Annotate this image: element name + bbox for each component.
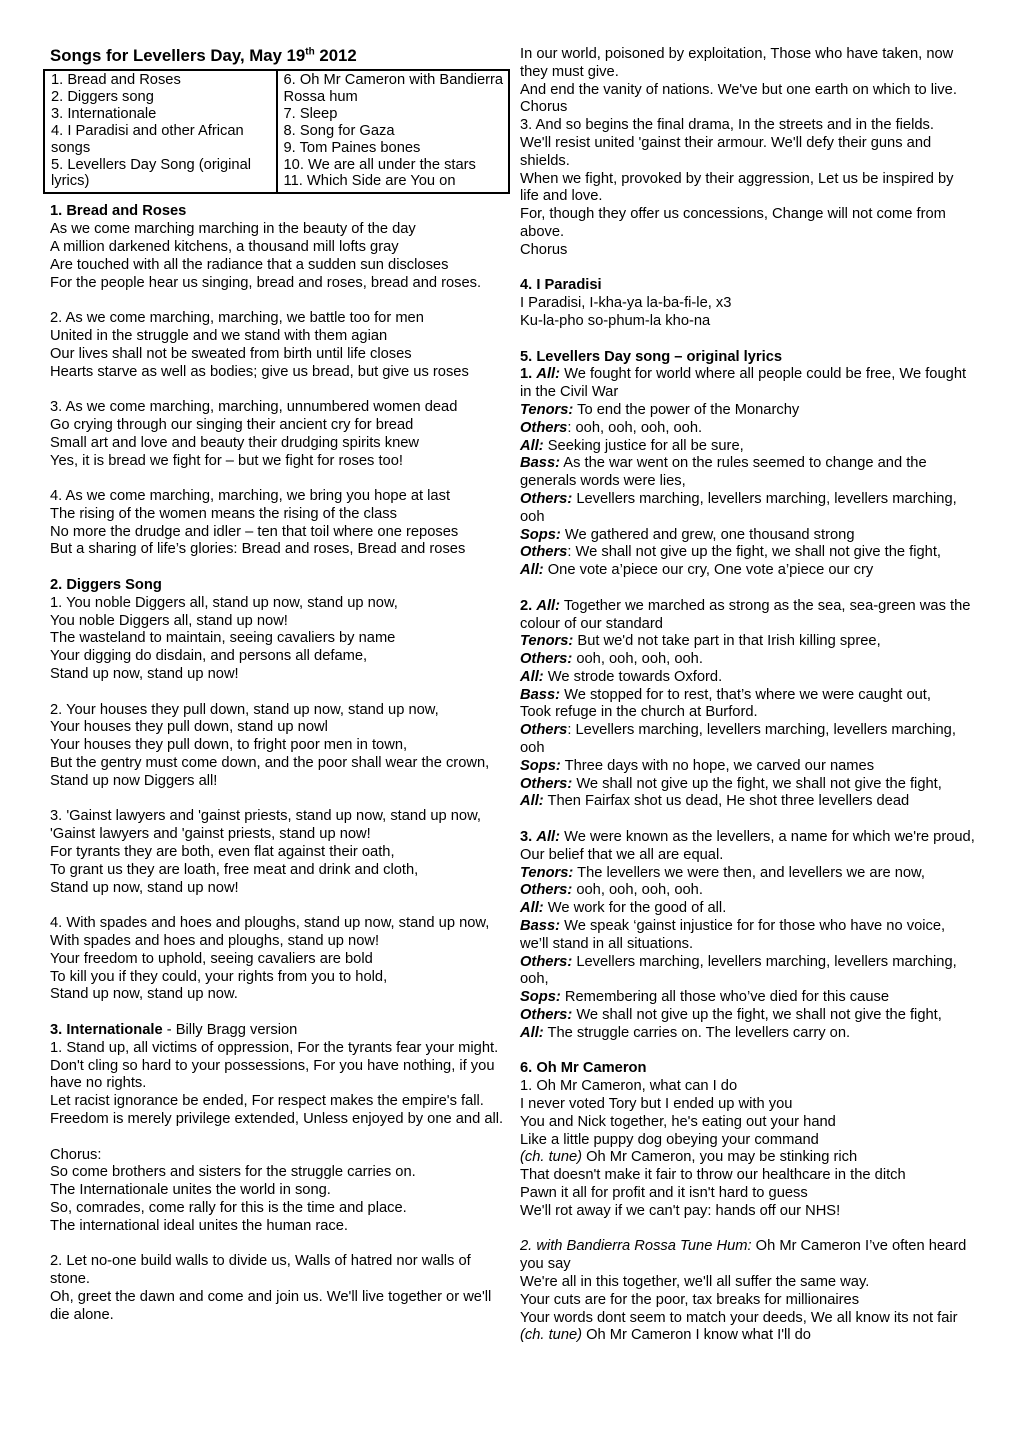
text-line: You noble Diggers all, stand up now! [50,612,288,629]
text-line: For tyrants they are both, even flat against their oath, [50,844,395,861]
blank-line [50,292,508,310]
title-ordinal-suffix: th [305,46,315,58]
song-index-item: 6. Oh Mr Cameron with Bandierra Rossa hum [283,72,504,105]
text-line: To grant us they are loath, free meat and drink and cloth, [50,861,419,878]
text-line: All: Seeking justice for all be sure, [520,437,744,454]
text-line: All: We strode towards Oxford. [520,668,723,685]
text-line: Our lives shall not be sweated from birth until life closes [50,345,412,362]
text-line: 2. Your houses they pull down, stand up now, stand up now, [50,701,439,718]
text-line: 3. Internationale - Billy Bragg version [50,1022,298,1038]
title-year: 2012 [314,46,357,65]
text-line: When we fight, provoked by their aggression, Let us be inspired by life and love. [520,170,954,205]
text-line: 2. Let no-one build walls to divide us, Walls of hatred nor walls of stone. [50,1253,471,1288]
text-line: So, comrades, come rally for this is the time and place. [50,1199,407,1216]
text-line: Others: ooh, ooh, ooh, ooh. [520,882,703,899]
text-line: 5. Levellers Day song – original lyrics [520,348,783,365]
text-line: Others: Levellers marching, levellers marching, levellers marching, ooh [520,490,957,525]
text-line: Pawn it all for profit and it isn't hard to guess [520,1185,808,1201]
text-line: (ch. tune) Oh Mr Cameron, you may be stinking rich [520,1149,858,1166]
right-column [520,46,976,1345]
text-line: I Paradisi, I-kha-ya la-ba-fi-le, x3 [520,295,732,312]
right-column-text [520,46,976,1345]
text-line: Bass: As the war went on the rules seemed to change and the generals words were lies, [520,455,927,490]
blank-line [520,811,976,829]
text-line: The rising of the women means the rising of the class [50,505,397,522]
blank-line [50,684,508,702]
blank-line [50,791,508,809]
text-line: 'Gainst lawyers and 'gainst priests, stand up now! [50,826,371,843]
song-index-item: 7. Sleep [283,105,338,122]
text-line: Took refuge in the church at Burford. [520,704,758,721]
text-line: The international ideal unites the human race. [50,1217,349,1234]
text-line: So come brothers and sisters for the struggle carries on. [50,1164,416,1181]
text-line: Your cuts are for the poor, tax breaks for millionaires [520,1291,860,1308]
text-line: 2. with Bandierra Rossa Tune Hum: Oh Mr Cameron I’ve often heard you say [520,1238,967,1273]
text-line: Oh, greet the dawn and come and join us. We'll live together or we'll die alone. [50,1288,492,1323]
song-index-row [44,70,509,193]
text-line: We're all in this together, we'll all suffer the same way. [520,1273,870,1290]
text-line: All: We work for the good of all. [520,900,727,917]
text-line: 2. Diggers Song [50,577,162,594]
song-index-item: 8. Song for Gaza [283,122,395,139]
text-line: In our world, poisoned by exploitation, Those who have taken, now they must give. [520,46,954,80]
blank-line [520,331,976,349]
text-line: Chorus: [50,1146,102,1163]
text-line: Your words dont seem to match your deeds, We all know its not fair [520,1309,958,1326]
text-line: Tenors: The levellers we were then, and levellers we are now, [520,864,925,881]
text-line: You and Nick together, he's eating out your hand [520,1113,836,1130]
text-line: Others: Levellers marching, levellers marching, levellers marching, ooh [520,722,956,757]
text-line: We'll rot away if we can't pay: hands off our NHS! [520,1202,841,1219]
text-line: All: Then Fairfax shot us dead, He shot three levellers dead [520,793,910,810]
song-index-item: 2. Diggers song [51,88,154,105]
text-line: Hearts starve as well as bodies; give us bread, but give us roses [50,363,469,380]
text-line: 1. You noble Diggers all, stand up now, stand up now, [50,594,398,611]
text-line: Sops: Remembering all those who’ve died for this cause [520,989,890,1006]
text-line: No more the drudge and idler – ten that toil where one reposes [50,523,459,540]
text-line: Your houses they pull down, to fright poor men in town, [50,737,408,754]
text-line: But a sharing of life’s glories: Bread and roses, Bread and roses [50,541,466,558]
text-line: Go crying through our singing their ancient cry for bread [50,416,414,433]
blank-line [520,580,976,598]
text-line: 1. Stand up, all victims of oppression, For the tyrants fear your might. [50,1039,499,1056]
blank-line [50,1236,508,1254]
song-index-item: 10. We are all under the stars [283,156,476,173]
text-line: Stand up now, stand up now! [50,666,239,683]
blank-line [50,1129,508,1147]
text-line: Others: We shall not give up the fight, we shall not give the fight, [520,1007,942,1024]
text-line: Chorus [520,241,568,258]
text-line: Bass: We speak ‘gainst injustice for for those who have no voice, we’ll stand in all situations. [520,918,946,952]
text-line: Let racist ignorance be ended, For respect makes the empire's fall. [50,1093,484,1110]
text-line: Are touched with all the radiance that a sudden sun discloses [50,256,449,273]
text-line: 3. And so begins the final drama, In the streets and in the fields. [520,117,934,134]
text-line: Like a little puppy dog obeying your command [520,1131,819,1148]
blank-line [50,470,508,488]
text-line: Yes, it is bread we fight for – but we fight for roses too! [50,452,403,469]
text-line: The wasteland to maintain, seeing cavaliers by name [50,630,396,647]
text-line: A million darkened kitchens, a thousand mill lofts gray [50,238,399,255]
left-column-text [50,203,508,1324]
text-line: Small art and love and beauty their drudging spirits knew [50,434,420,451]
document-title [50,46,508,66]
text-line: 1. Oh Mr Cameron, what can I do [520,1078,738,1095]
text-line: Don't cling so hard to your possessions, For you have nothing, if you have no rights. [50,1057,495,1092]
text-line: Sops: Three days with no hope, we carved our names [520,757,875,774]
text-line: And end the vanity of nations. We've but one earth on which to live. [520,81,957,98]
text-line: Ku-la-pho so-phum-la kho-na [520,312,711,329]
text-line: As we come marching marching in the beauty of the day [50,221,416,238]
text-line: 2. All: Together we marched as strong as the sea, sea-green was the colour of our standard [520,597,971,632]
text-line: To kill you if they could, your rights from you to hold, [50,968,388,985]
blank-line [50,559,508,577]
song-index-item: 4. I Paradisi and other African songs [51,122,244,156]
text-line: Bass: We stopped for to rest, that’s where we were caught out, [520,686,931,703]
song-index-item: 9. Tom Paines bones [283,139,421,156]
text-line: For the people hear us singing, bread and roses, bread and roses. [50,274,482,291]
text-line: Tenors: To end the power of the Monarchy [520,401,800,418]
text-line: The Internationale unites the world in song. [50,1182,331,1199]
blank-line [520,1221,976,1239]
song-index-table [43,69,510,194]
text-line: I never voted Tory but I ended up with you [520,1096,793,1113]
text-line: (ch. tune) Oh Mr Cameron I know what I'll do [520,1327,811,1344]
text-line: 4. I Paradisi [520,277,602,294]
blank-line [50,381,508,399]
text-line: We'll resist united 'gainst their armour. We'll defy their guns and shields. [520,134,932,169]
text-line: That doesn't make it fair to throw our healthcare in the ditch [520,1167,906,1184]
text-line: United in the struggle and we stand with them agian [50,327,388,344]
text-line: But the gentry must come down, and the poor shall wear the crown, [50,755,490,772]
text-line: Freedom is merely privilege extended, Unless enjoyed by one and all. [50,1110,504,1127]
text-line: 3. As we come marching, marching, unnumbered women dead [50,399,458,416]
text-line: Others: We shall not give up the fight, we shall not give the fight, [520,544,942,561]
text-line: With spades and hoes and ploughs, stand up now! [50,933,380,950]
text-line: Chorus [520,99,568,116]
title-text: Songs for Levellers Day, May 19 [50,46,306,65]
text-line: 6. Oh Mr Cameron [520,1060,647,1077]
text-line: Tenors: But we'd not take part in that Irish killing spree, [520,633,881,650]
text-line: All: One vote a’piece our cry, One vote a’piece our cry [520,562,874,579]
text-line: Your houses they pull down, stand up nowl [50,719,328,736]
text-line: 4. As we come marching, marching, we bring you hope at last [50,488,451,505]
text-line: Others: We shall not give up the fight, we shall not give the fight, [520,775,942,792]
text-line: Others: ooh, ooh, ooh, ooh. [520,419,703,436]
text-line: Stand up now, stand up now! [50,879,239,896]
text-line: Others: Levellers marching, levellers marching, levellers marching, ooh, [520,953,957,988]
blank-line [50,1004,508,1022]
text-line: Your freedom to uphold, seeing cavaliers are bold [50,950,373,967]
text-line: Sops: We gathered and grew, one thousand strong [520,526,855,543]
song-index-item: 1. Bread and Roses [51,72,181,88]
song-index-item: 5. Levellers Day Song (original lyrics) [51,156,252,190]
left-column [50,46,508,1325]
song-index-item: 11. Which Side are You on [283,173,456,190]
text-line: 3. All: We were known as the levellers, a name for which we're proud, Our belief that we all are equal. [520,829,975,863]
text-line: All: The struggle carries on. The levellers carry on. [520,1024,851,1041]
text-line: 1. All: We fought for world where all people could be free, We fought in the Civil War [520,366,967,401]
text-line: 3. 'Gainst lawyers and 'gainst priests, stand up now, stand up now, [50,808,481,825]
text-line: Stand up now Diggers all! [50,772,218,789]
text-line: 2. As we come marching, marching, we battle too for men [50,310,424,327]
song-index-item: 3. Internationale [51,105,157,122]
text-line: Stand up now, stand up now. [50,986,238,1003]
text-line: Others: ooh, ooh, ooh, ooh. [520,651,703,668]
text-line: 4. With spades and hoes and ploughs, stand up now, stand up now, [50,915,490,932]
song-index-left-cell [44,70,277,193]
song-index-right-cell [277,70,510,193]
text-line: 1. Bread and Roses [50,203,187,220]
text-line: For, though they offer us concessions, Change will not come from above. [520,206,946,240]
blank-line [50,897,508,915]
blank-line [520,260,976,278]
text-line: Your digging do disdain, and persons all defame, [50,648,368,665]
blank-line [520,1043,976,1061]
